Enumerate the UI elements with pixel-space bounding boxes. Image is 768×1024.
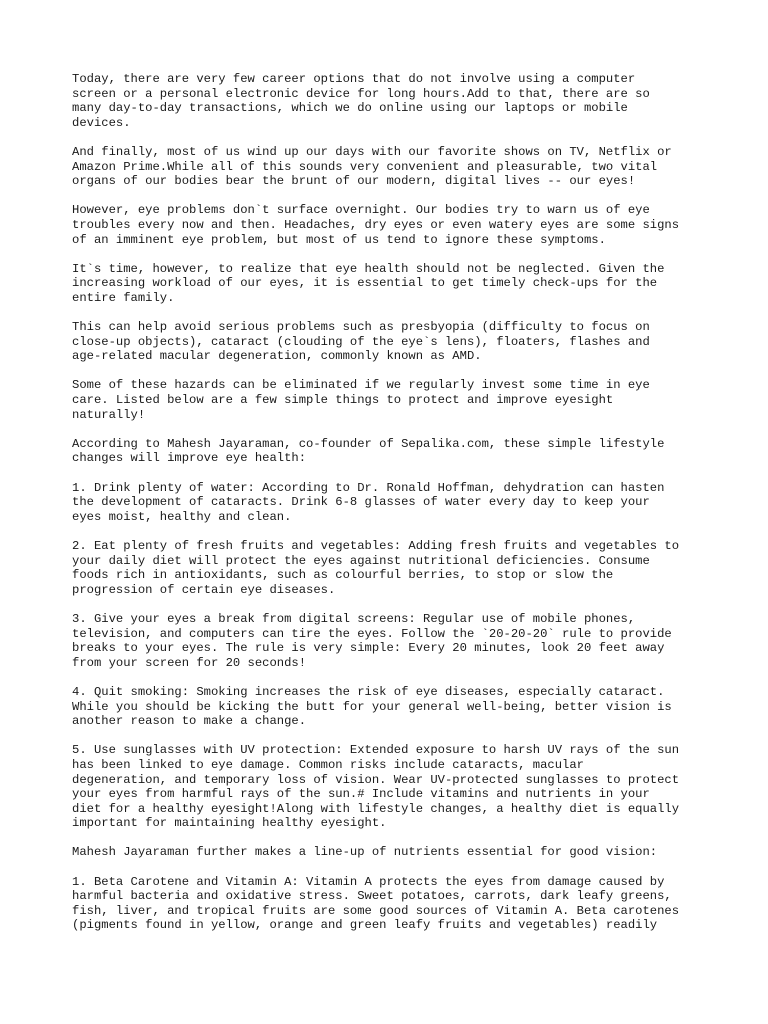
paragraph-intro-careers: Today, there are very few career options that do not involve using a computer screen or a personal electronic device for long hours.Add to that, there are so many day-to-day transactions, which we do online using our laptops or mobile devices. — [72, 72, 650, 130]
paragraph-hazards: Some of these hazards can be eliminated if we regularly invest some time in eye care. Listed below are a few simple things to protect and improve eyesight naturally! — [72, 378, 650, 422]
paragraph-eye-health: It`s time, however, to realize that eye health should not be neglected. Given the increasing workload of our eyes, it is essential to get timely check-ups for the entire family. — [72, 261, 665, 305]
list-item-water: 1. Drink plenty of water: According to Dr. Ronald Hoffman, dehydration can hasten the development of cataracts. Drink 6-8 glasses of water every day to keep your eyes moist, healthy and clean. — [72, 480, 665, 524]
article-body — [72, 72, 712, 948]
list-item-screen-break: 3. Give your eyes a break from digital screens: Regular use of mobile phones, television, and computers can tire the eyes. Follow the `20-20-20` rule to provide breaks to your eyes. The rule is very simple: Every 20 minutes, look 20 feet away from your screen for 20 seconds! — [72, 611, 672, 670]
list-item-fruits-vegetables: 2. Eat plenty of fresh fruits and vegetables: Adding fresh fruits and vegetables to your daily diet will protect the eyes against nutritional deficiencies. Consume foods rich in antioxidants, such as colourful berries, to stop or slow the progression of certain eye diseases. — [72, 539, 680, 597]
paragraph-lifestyle-intro: According to Mahesh Jayaraman, co-founder of Sepalika.com, these simple lifestyle changes will improve eye health: — [72, 436, 665, 466]
paragraph-nutrients-intro: Mahesh Jayaraman further makes a line-up of nutrients essential for good vision: — [72, 845, 658, 860]
list-item-beta-carotene: 1. Beta Carotene and Vitamin A: Vitamin A protects the eyes from damage caused by harmful bacteria and oxidative stress. Sweet potatoes, carrots, dark leafy greens, fish, liver, and tropical fruits are some good sources of Vitamin A. Beta carotenes (pigments found in yellow, orange and green leafy fruits and vegetables) readily — [72, 874, 680, 933]
list-item-sunglasses: 5. Use sunglasses with UV protection: Extended exposure to harsh UV rays of the sun has been linked to eye damage. Common risks include cataracts, macular degeneration, and temporary loss of vision. Wear UV-protected sunglasses to protect your eyes from harmful rays of the sun.# Include vitamins and nutrients in your diet for a healthy eyesight!Along with lifestyle changes, a healthy diet is equally important for maintaining healthy eyesight. — [72, 743, 680, 831]
paragraph-serious-problems: This can help avoid serious problems such as presbyopia (difficulty to focus on close-up objects), cataract (clouding of the eye`s lens), floaters, flashes and age-related macular degeneration, commonly known as AMD. — [72, 320, 650, 364]
paragraph-eye-problems: However, eye problems don`t surface overnight. Our bodies try to warn us of eye troubles every now and then. Headaches, dry eyes or even watery eyes are some signs of an imminent eye problem, but most of us tend to ignore these symptoms. — [72, 203, 680, 247]
list-item-quit-smoking: 4. Quit smoking: Smoking increases the risk of eye diseases, especially cataract. While you should be kicking the butt for your general well-being, better vision is another reason to make a change. — [72, 684, 672, 729]
paragraph-evening-shows: And finally, most of us wind up our days with our favorite shows on TV, Netflix or Amazon Prime.While all of this sounds very convenient and pleasurable, two vital organs of our bodies bear the brunt of our modern, digital lives -- our eyes! — [72, 144, 672, 189]
